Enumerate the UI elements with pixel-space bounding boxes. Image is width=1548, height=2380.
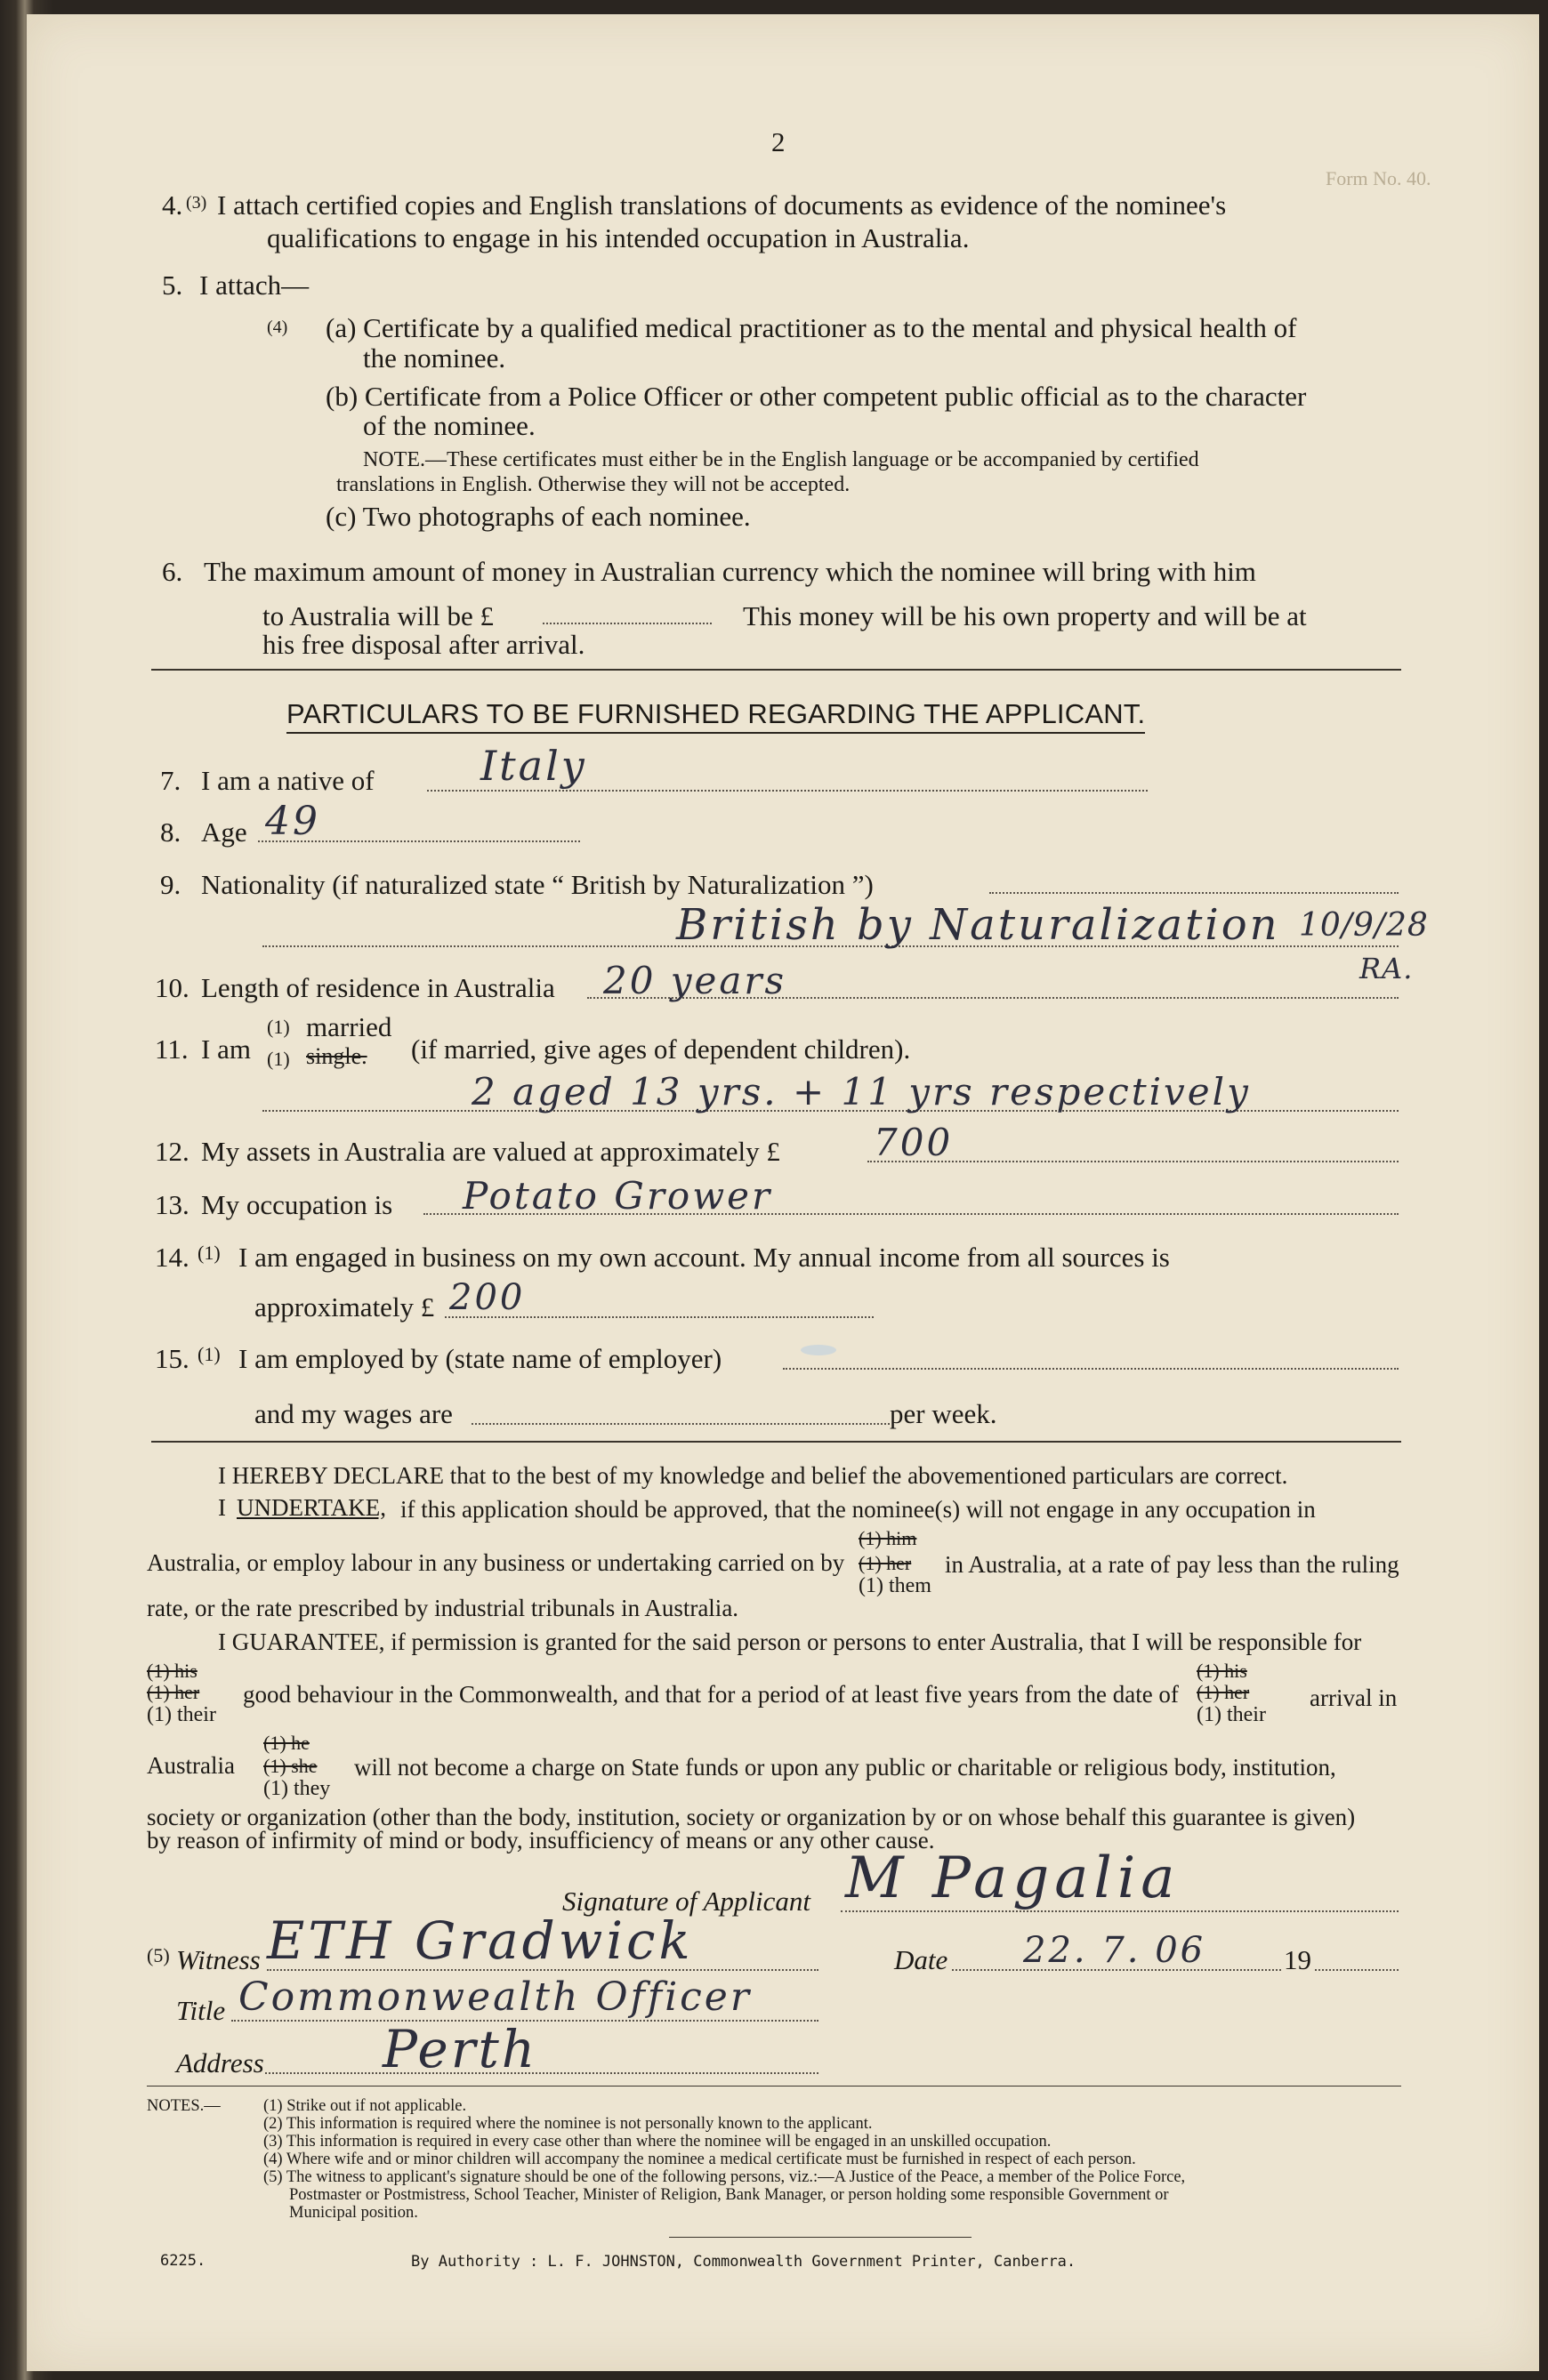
declaration-p2-undertake: UNDERTAKE, [237,1494,386,1521]
item-7-field-line [427,790,1148,792]
item-4-number: 4. [162,189,183,221]
item-8-age-value[interactable]: 49 [265,799,320,844]
item-12-label: My assets in Australia are valued at approximately £ [201,1136,780,1167]
item-5-note-line-2: translations in English. Otherwise they will not be accepted. [336,473,851,496]
form-code: 6225. [160,2252,206,2270]
item-13-occupation-value[interactable]: Potato Grower [463,1174,773,1218]
item-4-text-2: qualifications to engage in his intended occupation in Australia. [267,222,970,253]
item-6-money-field [543,623,712,624]
item-5-note-line-1: NOTE.—These certificates must either be in the English language or be accompanied by certified [363,448,1199,471]
item-13-label: My occupation is [201,1189,393,1220]
date-year-prefix: 19 [1284,1944,1311,1975]
declaration-paragraph-1: I HEREBY DECLARE that to the best of my knowledge and belief the abovementioned particulars are correct. [218,1462,1288,1489]
ink-blot [801,1345,836,1355]
item-13-number: 13. [155,1189,189,1220]
item-7-label: I am a native of [201,765,375,796]
address-value[interactable]: Perth [383,2019,538,2079]
item-4-text-1: I attach certified copies and English translations of documents as evidence of the nominee's [217,189,1227,221]
item-4-footnote: (3) [186,193,207,213]
note-5-line-3: Municipal position. [289,2204,418,2222]
note-4: (4) Where wife and or minor children will accompany the nominee a medical certificate must be furnished in respect of each person. [263,2151,1136,2168]
option-their-2: (1) their [1197,1703,1266,1726]
declaration-p3-text-b: good behaviour in the Commonwealth, and that for a period of at least five years from the date of [243,1681,1179,1708]
title-value[interactable]: Commonwealth Officer [238,1974,752,2020]
item-11-option-single-struck: single. [306,1043,367,1069]
item-5-a-line-2: the nominee. [363,342,506,374]
item-10-label: Length of residence in Australia [201,972,555,1003]
declaration-p2-text-b: if this application should be approved, that the nominee(s) will not engage in any occupation in [400,1496,1316,1523]
item-9-nationality-value[interactable]: British by Naturalization [676,900,1280,950]
declaration-p2-text-e: rate, or the rate prescribed by industrial tribunals in Australia. [147,1595,739,1621]
item-15-number: 15. [155,1343,189,1374]
declaration-p3-text-g: by reason of infirmity of mind or body, insufficiency of means or any other cause. [147,1827,935,1853]
item-14-text-1: I am engaged in business on my own account. My annual income from all sources is [238,1242,1170,1273]
option-she-struck: (1) she [263,1755,318,1777]
item-12-assets-value[interactable]: 700 [874,1121,954,1164]
option-her-struck-3: (1) her [1197,1681,1250,1703]
item-7-number: 7. [160,765,181,796]
declaration-p3-text-e: will not become a charge on State funds or upon any public or charitable or religious body, institution, [354,1754,1336,1781]
item-11-option-married: married [306,1011,392,1042]
witness-signature[interactable]: ETH Gradwick [267,1910,694,1971]
divider-1 [151,669,1401,671]
item-14-income-value[interactable]: 200 [449,1277,526,1318]
item-9-naturalization-date[interactable]: 10/9/28 [1299,907,1429,944]
item-14-number: 14. [155,1242,189,1273]
date-value[interactable]: 22. 7. 06 [1023,1930,1206,1971]
declaration-p2-text-c: Australia, or employ labour in any business or undertaking carried on by [147,1549,845,1576]
item-9-field-line-1 [989,892,1399,894]
item-10-residence-value[interactable]: 20 years [603,959,787,1002]
item-9-label: Nationality (if naturalized state “ British by Naturalization ”) [201,869,874,900]
item-7-native-of-value[interactable]: Italy [480,742,587,790]
footer-rule [669,2237,972,2238]
item-5-b-line-2: of the nominee. [363,410,536,441]
note-2: (2) This information is required where the nominee is not personally known to the applicant. [263,2115,873,2133]
notes-label: NOTES.— [147,2097,221,2115]
item-5-footnote: (4) [267,318,288,337]
item-9-number: 9. [160,869,181,900]
item-11-children-value[interactable]: 2 aged 13 yrs. + 11 yrs respectively [472,1070,1251,1114]
item-14-footnote: (1) [198,1242,221,1264]
declaration-p2-text-d: in Australia, at a rate of pay less than the ruling [945,1551,1399,1578]
declaration-p3-text-d: Australia [147,1752,235,1779]
item-15-wages-field [472,1423,890,1425]
item-6-text-2b: This money will be his own property and will be at [743,600,1307,631]
address-line [265,2072,818,2074]
item-15-text-2: and my wages are [254,1398,453,1429]
item-9-initials: RA. [1359,952,1414,985]
note-5-line-2: Postmaster or Postmistress, School Teacher, Minister of Religion, Bank Manager, or person holding some responsible Government or [289,2186,1169,2204]
item-6-text-2a: to Australia will be £ [262,600,495,631]
option-them: (1) them [859,1574,931,1597]
item-15-text-1: I am employed by (state name of employer) [238,1343,722,1374]
item-11-number: 11. [155,1033,189,1065]
item-5-b-line-1: (b) Certificate from a Police Officer or other competent public official as to the character [326,381,1307,412]
option-him-struck: (1) him [859,1527,917,1549]
title-label: Title [176,1995,226,2026]
address-label: Address [176,2047,264,2078]
item-8-label: Age [201,816,247,848]
option-their: (1) their [147,1703,216,1726]
item-8-number: 8. [160,816,181,848]
item-14-text-2: approximately £ [254,1291,435,1323]
witness-footnote: (5) [147,1944,170,1966]
item-6-text-3: his free disposal after arrival. [262,629,585,660]
declaration-p3-text-c: arrival in [1310,1684,1398,1711]
note-5-line-1: (5) The witness to applicant's signature should be one of the following persons, viz.:—A Justice of the Peace, a member of the Police Force, [263,2168,1186,2186]
item-11-label-b: (if married, give ages of dependent children). [411,1033,911,1065]
item-15-text-3: per week. [890,1398,997,1429]
item-15-field-line [783,1368,1399,1370]
item-5-text: I attach— [199,269,310,301]
option-her-struck-2: (1) her [147,1681,200,1703]
option-her-struck: (1) her [859,1552,912,1574]
item-6-text-1: The maximum amount of money in Australian currency which the nominee will bring with him [204,556,1256,587]
date-year-line [1315,1969,1399,1971]
page-number: 2 [771,126,786,157]
date-label: Date [894,1944,948,1975]
printer-authority: By Authority : L. F. JOHNSTON, Commonwealth Government Printer, Canberra. [411,2253,1076,2271]
item-11-label-a: I am [201,1033,251,1065]
applicant-signature[interactable]: M Pagalia [845,1845,1181,1911]
item-11-footnote-2: (1) [267,1048,290,1070]
declaration-p2-i: I [218,1494,226,1521]
item-5-c: (c) Two photographs of each nominee. [326,501,751,532]
item-10-number: 10. [155,972,189,1003]
bleed-through-text: Form No. 40. [1326,167,1431,189]
note-1: (1) Strike out if not applicable. [263,2097,467,2115]
applicant-signature-label: Signature of Applicant [562,1886,810,1917]
item-11-footnote-1: (1) [267,1016,290,1038]
declaration-p3-text-f: society or organization (other than the body, institution, society or organization by or on whose behalf this guarantee is given) [147,1804,1356,1830]
note-3: (3) This information is required in every case other than where the nominee will be engaged in an unskilled occupation. [263,2133,1052,2151]
item-5-number: 5. [162,269,183,301]
divider-2 [151,1441,1401,1443]
section-heading: PARTICULARS TO BE FURNISHED REGARDING THE APPLICANT. [286,698,1145,734]
witness-label: Witness [176,1944,261,1975]
declaration-p3-text-a: I GUARANTEE, if permission is granted for the said person or persons to enter Australia, that I will be responsible for [218,1628,1362,1655]
option-they: (1) they [263,1777,331,1800]
divider-3 [147,2086,1401,2087]
item-5-a-line-1: (a) Certificate by a qualified medical practitioner as to the mental and physical health of [326,312,1297,343]
item-15-footnote: (1) [198,1343,221,1365]
item-6-number: 6. [162,556,183,587]
option-his-struck: (1) his [147,1660,198,1682]
option-he-struck: (1) he [263,1732,310,1754]
option-his-struck-2: (1) his [1197,1660,1247,1682]
item-12-number: 12. [155,1136,189,1167]
